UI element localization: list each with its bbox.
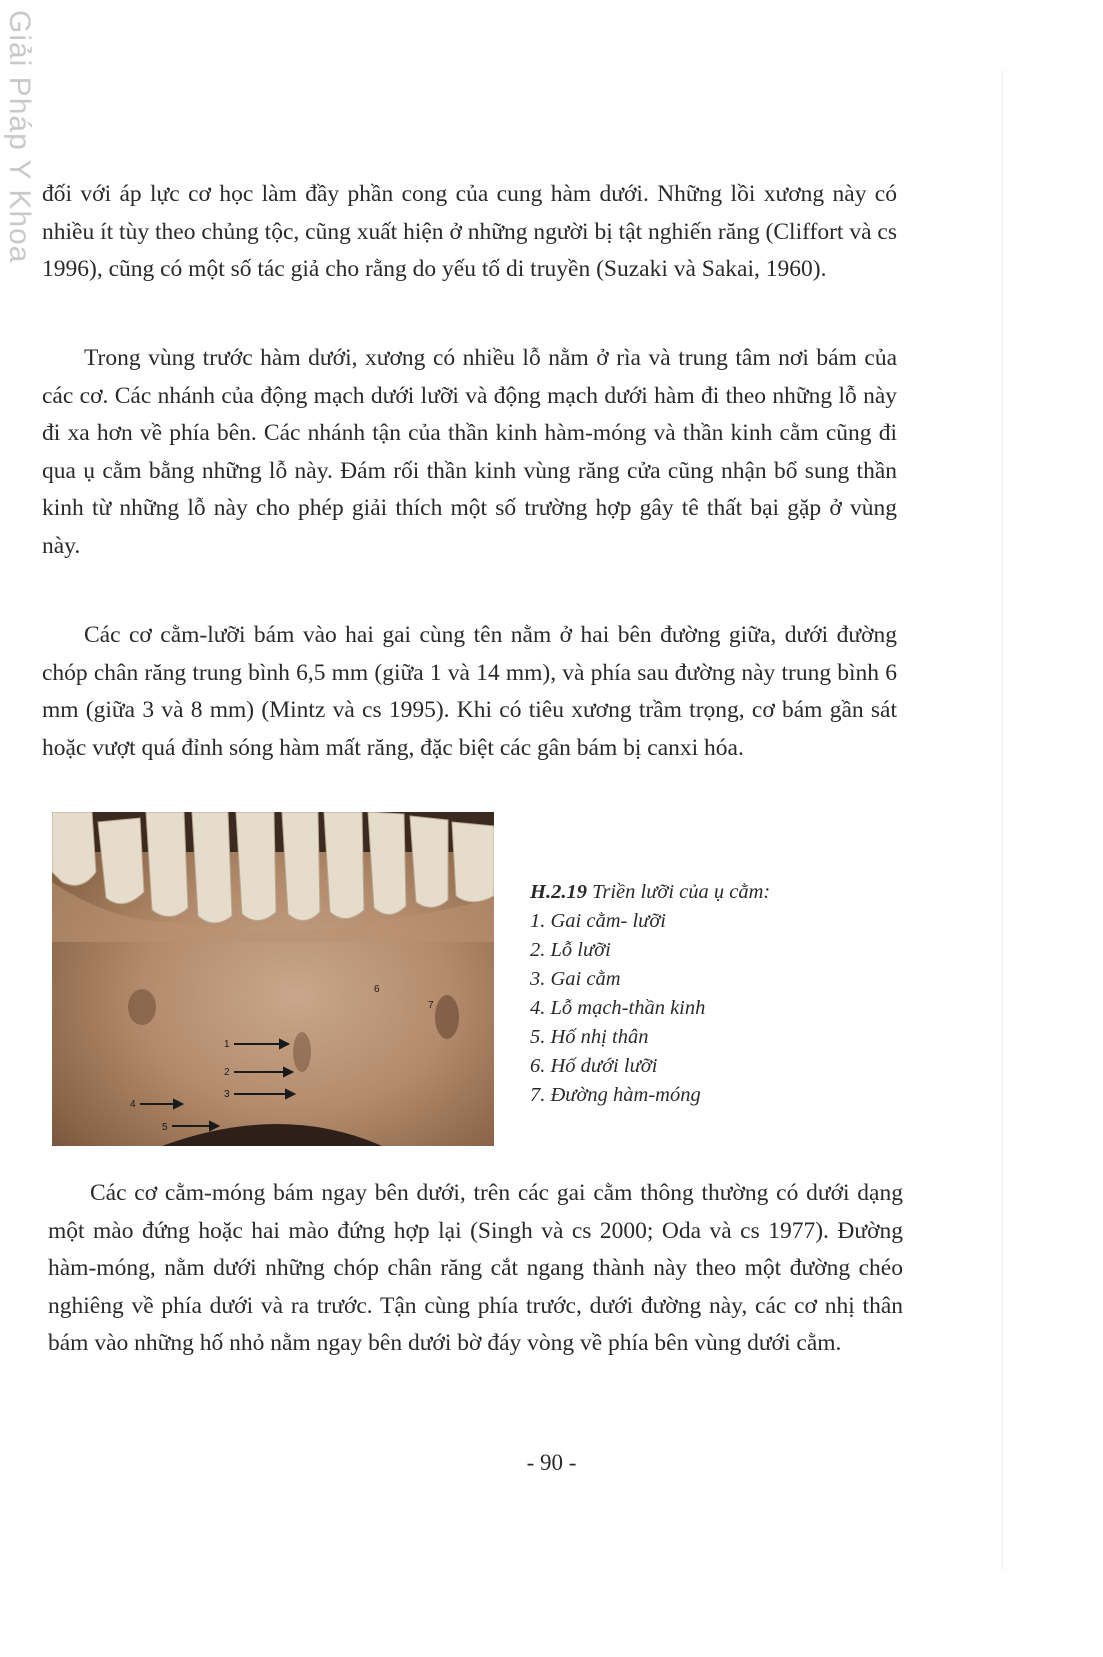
tooth bbox=[452, 822, 494, 902]
tooth bbox=[52, 812, 96, 885]
caption-item-5: 5. Hố nhị thân bbox=[530, 1026, 649, 1048]
label-arrows bbox=[140, 1040, 294, 1130]
mandible-border bbox=[162, 1124, 382, 1146]
tooth bbox=[368, 812, 406, 915]
figure-label-2: 2 bbox=[224, 1067, 230, 1078]
page-number: - 90 - bbox=[526, 1450, 577, 1475]
figure-label-4: 4 bbox=[130, 1099, 136, 1110]
tooth bbox=[324, 812, 364, 919]
tooth bbox=[410, 816, 448, 908]
caption-item-2: 2. Lỗ lưỡi bbox=[530, 939, 611, 961]
caption-item-1: 1. Gai cằm- lưỡi bbox=[530, 910, 666, 932]
figure-label-5: 5 bbox=[162, 1122, 168, 1133]
tooth bbox=[236, 812, 276, 921]
arrow-3-head bbox=[286, 1090, 294, 1098]
figure-label-6: 6 bbox=[374, 984, 380, 995]
tooth bbox=[98, 818, 144, 904]
watermark: Giải Pháp Y Khoa bbox=[3, 10, 36, 264]
arrow-2-head bbox=[284, 1068, 292, 1076]
paragraph-4: Các cơ cằm-móng bám ngay bên dưới, trên các gai cằm thông thường có dưới dạng một mào đứng hoặc hai mào đứng hợp lại (Singh và cs 2000; Oda và cs 1977). Đường hàm-móng, nằm dưới những chóp chân răng cắt ngang thành này theo một đường chéo nghiêng về phía dưới và ra trước. Tận cùng phía trước, dưới đường này, các cơ nhị thân bám vào những hố nhỏ nằm ngay bên dưới bờ đáy vòng về phía bên vùng dưới cằm. bbox=[48, 1180, 903, 1356]
foramen-spot bbox=[128, 989, 156, 1025]
tooth bbox=[282, 812, 320, 921]
teeth-row bbox=[52, 812, 494, 923]
mandible-photo-drawing bbox=[52, 812, 494, 1146]
caption-item-4: 4. Lỗ mạch-thần kinh bbox=[530, 997, 706, 1019]
arrow-5-head bbox=[210, 1122, 218, 1130]
caption-title: Triền lưỡi của ụ cằm: bbox=[592, 881, 771, 903]
caption-title-line bbox=[530, 878, 860, 907]
figure-caption bbox=[530, 878, 860, 1110]
foramen-spot bbox=[293, 1032, 311, 1072]
mandible-photo bbox=[52, 812, 494, 1146]
tooth bbox=[146, 812, 188, 917]
paragraph-3: Các cơ cằm-lưỡi bám vào hai gai cùng tên nằm ở hai bên đường giữa, dưới đường chóp chân răng trung bình 6,5 mm (giữa 1 và 14 mm), và phía sau đường này trung bình 6 mm (giữa 3 và 8 mm) (Mintz và cs 1995). Khi có tiêu xương trầm trọng, cơ bám gần sát hoặc vượt quá đỉnh sóng hàm mất răng, đặc biệt các gân bám bị canxi hóa. bbox=[42, 622, 897, 761]
paragraph-1: đối với áp lực cơ học làm đầy phần cong của cung hàm dưới. Những lồi xương này có nhiều ít tùy theo chủng tộc, cũng xuất hiện ở những người bị tật nghiến răng (Cliffort và cs 1996), cũng có một số tác giả cho rằng do yếu tố di truyền (Suzaki và Sakai, 1960). bbox=[42, 181, 897, 282]
caption-item-6: 6. Hố dưới lưỡi bbox=[530, 1055, 658, 1077]
page-edge-line bbox=[1002, 70, 1003, 1570]
tooth bbox=[192, 812, 232, 923]
arrow-4-head bbox=[174, 1100, 182, 1108]
figure-label-3: 3 bbox=[224, 1089, 230, 1100]
caption-item-7: 7. Đường hàm-móng bbox=[530, 1084, 701, 1106]
caption-figure-id: H.2.19 bbox=[530, 881, 587, 903]
foramen-spot bbox=[435, 995, 459, 1039]
figure-label-7: 7 bbox=[428, 1000, 434, 1011]
figure-label-1: 1 bbox=[224, 1039, 230, 1050]
arrow-1-head bbox=[280, 1040, 288, 1048]
paragraph-2: Trong vùng trước hàm dưới, xương có nhiều lỗ nằm ở rìa và trung tâm nơi bám của các cơ. Các nhánh của động mạch dưới lưỡi và động mạch dưới hàm đi theo những lỗ này đi xa hơn về phía bên. Các nhánh tận của thần kinh hàm-móng và thần kinh cằm cũng đi qua ụ cằm bằng những lỗ này. Đám rối thần kinh vùng răng cửa cũng nhận bổ sung thần kinh từ những lỗ này cho phép giải thích một số trường hợp gây tê thất bại gặp ở vùng này. bbox=[42, 345, 897, 559]
caption-item-3: 3. Gai cằm bbox=[530, 968, 621, 990]
